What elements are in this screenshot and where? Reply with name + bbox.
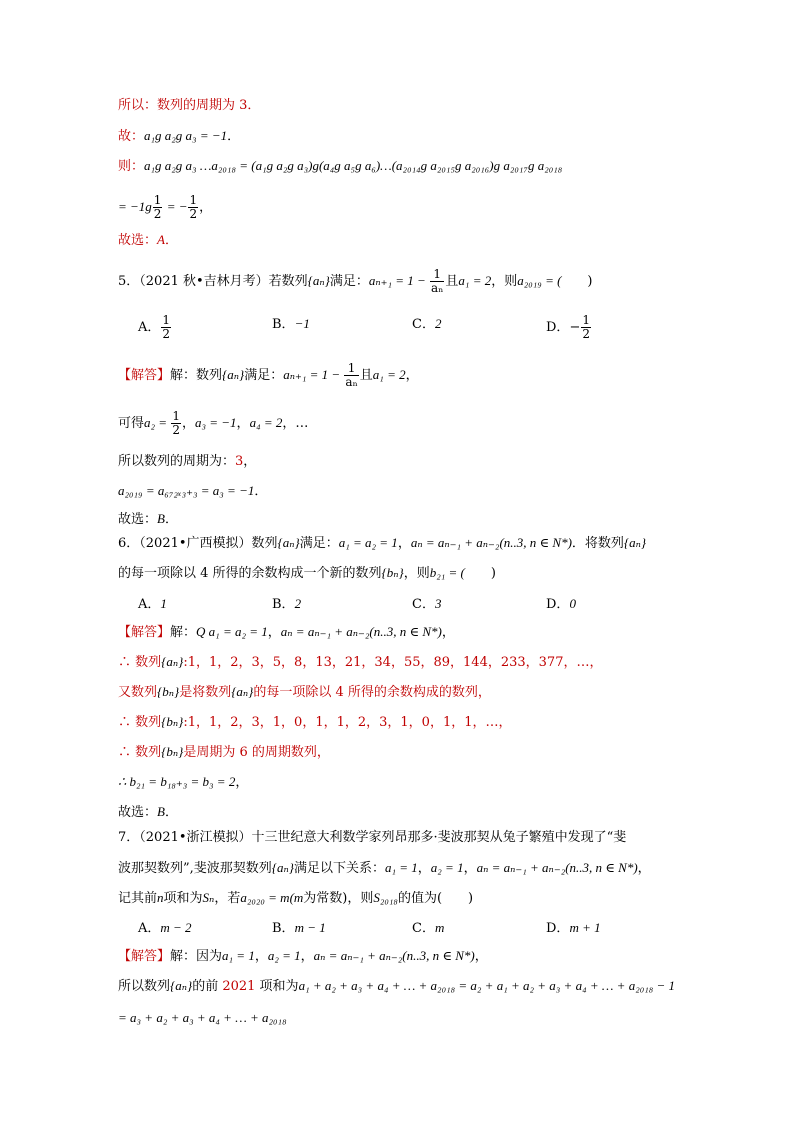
option-label: C．: [412, 597, 435, 612]
text-segment: ，…: [282, 416, 309, 431]
option-label: B．: [272, 597, 295, 612]
fraction: $\frac{1}{2}$: [172, 409, 180, 437]
option-value: 1: [160, 596, 167, 611]
math-expression: ∴ b₂₁ = b₁₈₊₃ = b₃ = 2: [118, 774, 236, 789]
text-segment: ，: [463, 861, 477, 876]
option-value: m: [434, 920, 445, 935]
text-line-a7-2: [118, 976, 675, 997]
text-segment: ．: [247, 98, 261, 113]
text-segment: 满足：: [244, 368, 284, 383]
text-line-q6-1: [118, 533, 646, 554]
option-value: −1: [294, 316, 310, 331]
math-expression: a₁g a₂g a₃ …a₂₀₁₈ = (a₁g a₂g a₃)g(a₄g a₅g a₆)…(a₂₀₁₄g a₂₀₁₅g a₂₀₁₆)g a₂₀₁₇g a₂₀₁₈: [144, 158, 563, 173]
math-expression: a₁ = 2: [458, 273, 492, 288]
text-segment: 满足：: [299, 536, 339, 551]
math-expression: {bₙ}: [381, 565, 404, 580]
text-segment: 的每一项除以 4 所得的余数构成一个新的数列: [118, 566, 382, 581]
math-expression: = −: [163, 199, 188, 214]
text-line-a5-1: [118, 362, 419, 389]
math-expression: {aₙ}: [271, 860, 294, 875]
option-label: D．: [546, 921, 570, 936]
text-segment: ，: [474, 949, 488, 964]
option-label: B．: [272, 921, 295, 936]
option-q7-a: [138, 918, 192, 939]
text-segment: ，: [243, 454, 257, 469]
text-segment: ): [442, 891, 474, 906]
option-label: C．: [412, 317, 435, 332]
text-segment: 所以数列的周期为：: [118, 454, 236, 469]
option-q6-a: [138, 594, 167, 615]
text-segment: 波那契数列”,斐波那契数列: [118, 861, 272, 876]
text-line-q7-1: [118, 828, 626, 848]
math-expression: a₂₀₁₉ = a₆₇₂ₓ₃₊₃ = a₃ = −1: [118, 483, 255, 498]
option-label: A．: [138, 597, 161, 612]
text-segment: 故选：: [118, 512, 158, 527]
math-expression: a₃ = −1: [194, 415, 237, 430]
math-expression: = a₃ + a₂ + a₃ + a₄ + … + a₂₀₁₈: [118, 1010, 287, 1025]
text-segment: :1，1，2，3，5，8，13，21，34，55，89，144，233，377，…，: [183, 655, 603, 670]
text-segment: 项和为: [163, 891, 203, 906]
text-segment: 且: [445, 274, 459, 289]
text-segment: 故选：: [118, 805, 158, 820]
fraction: $\frac{1}{\text{aₙ}}$: [431, 267, 444, 295]
math-expression: {bₙ}: [161, 744, 184, 759]
text-segment: 解：因为: [170, 949, 223, 964]
text-line-a7-3: [118, 1008, 287, 1029]
option-value: 3: [434, 596, 442, 611]
option-q5-d: [546, 314, 592, 341]
text-segment: ∴ 数列: [118, 715, 162, 730]
math-expression: a₁ + a₂ + a₃ + a₄ + … + a₂₀₁₈ = a₂ + a₁ + a₂ + a₃ + a₄ + … + a₂₀₁₈ − 1: [298, 978, 676, 993]
math-expression: a₁ = 1: [384, 860, 418, 875]
math-expression: aₙ = aₙ₋₁ + aₙ₋₂(n..3, n ∈ N*): [280, 624, 442, 639]
text-segment: ，: [405, 368, 419, 383]
text-segment: 的值为(: [397, 891, 443, 906]
text-line-l4: [118, 194, 212, 221]
text-line-a5-3: [118, 452, 256, 472]
text-segment: 2021: [222, 979, 256, 994]
text-line-q5: [118, 268, 593, 295]
text-line-q7-2: [118, 858, 651, 879]
text-line-a7-1: [118, 946, 488, 967]
math-expression: aₙ₊₁ = 1 −: [368, 273, 430, 288]
math-expression: aₙ = aₙ₋₁ + aₙ₋₂(n..3, n ∈ N*): [476, 860, 638, 875]
text-segment: 所以数列: [118, 979, 171, 994]
text-segment: ，: [181, 416, 195, 431]
text-segment: ，若: [214, 891, 241, 906]
text-segment: 3: [235, 454, 244, 469]
option-q6-c: [412, 594, 441, 615]
option-label: D．: [546, 597, 570, 612]
math-expression: a₄ = 2: [249, 415, 283, 430]
math-expression: {aₙ}: [231, 684, 254, 699]
option-fraction: − $\frac{1}{2}$: [569, 313, 590, 341]
option-q7-b: [272, 918, 326, 939]
math-expression: a₁ = a₂ = 1: [338, 535, 398, 550]
math-expression: {aₙ}: [170, 978, 193, 993]
math-expression: {aₙ}: [277, 535, 300, 550]
text-line-a6-4: [118, 712, 512, 733]
math-expression: aₙ = aₙ₋₁ + aₙ₋₂(n..3, n ∈ N*): [410, 535, 572, 550]
text-segment: ，: [254, 949, 268, 964]
math-expression: = −1g: [118, 199, 152, 214]
text-segment: 5．（2021 秋•吉林月考）若数列: [118, 274, 308, 289]
text-segment: ．: [164, 512, 178, 527]
text-line-l1: [118, 96, 260, 116]
text-segment: 【解答】: [118, 625, 171, 640]
text-segment: 所以：数列的周期为: [118, 98, 240, 113]
text-line-a6-2: [118, 652, 602, 673]
fraction: $\frac{1}{2}$: [153, 193, 162, 221]
math-expression: b₂₁ = (: [429, 565, 465, 580]
option-label: B．: [272, 317, 295, 332]
text-segment: 又数列: [118, 685, 158, 700]
text-line-a5-4: [118, 481, 267, 502]
text-segment: 记其前: [118, 891, 158, 906]
option-value: 0: [569, 596, 576, 611]
text-line-a5-5: [118, 509, 178, 530]
option-label: D．: [546, 320, 570, 335]
text-segment: 且: [359, 368, 373, 383]
text-segment: ，: [300, 949, 314, 964]
math-expression: a₁ = 1: [222, 948, 255, 963]
text-segment: A: [157, 232, 165, 247]
text-segment: ，: [236, 416, 250, 431]
math-expression: a₂₀₂₀ = m(m: [240, 890, 304, 905]
option-fraction: $\frac{1}{2}$: [162, 313, 171, 341]
text-segment: ，: [397, 536, 411, 551]
option-value: 2: [294, 596, 302, 611]
math-expression: a₂ = 1: [430, 860, 464, 875]
text-segment: ，: [235, 775, 249, 790]
text-segment: 故：: [118, 129, 145, 144]
text-segment: ): [464, 566, 496, 581]
option-value: m − 1: [294, 920, 326, 935]
option-q5-c: [412, 314, 441, 335]
text-line-a6-5: [118, 742, 330, 763]
text-segment: 项和为: [255, 979, 299, 994]
text-segment: ，: [267, 625, 281, 640]
math-expression: S₂₀₁₈: [373, 890, 398, 905]
text-segment: ，: [441, 625, 455, 640]
option-value: 2: [434, 316, 442, 331]
option-label: A．: [138, 320, 161, 335]
text-segment: 【解答】: [118, 368, 171, 383]
option-label: C．: [412, 921, 435, 936]
text-line-a6-1: [118, 622, 455, 643]
math-expression: Q a₁ = a₂ = 1: [196, 624, 268, 639]
text-line-l3: [118, 156, 562, 177]
text-segment: 【解答】: [118, 949, 171, 964]
math-expression: aₙ₊₁ = 1 −: [283, 367, 344, 382]
math-expression: Sₙ: [202, 890, 215, 905]
text-segment: ．: [227, 129, 241, 144]
math-expression: a₂ =: [144, 415, 171, 430]
math-expression: a₂₀₁₉ = (: [517, 273, 562, 288]
option-q7-c: [412, 918, 444, 939]
text-line-q7-3: [118, 888, 473, 909]
text-segment: ): [561, 274, 593, 289]
option-q6-b: [272, 594, 301, 615]
option-label: A．: [138, 921, 161, 936]
option-value: m − 2: [160, 920, 192, 935]
text-segment: ．: [254, 484, 268, 499]
math-expression: a₂ = 1: [267, 948, 301, 963]
text-segment: ，则: [491, 274, 518, 289]
text-segment: 则：: [118, 159, 145, 174]
text-segment: ．: [164, 805, 178, 820]
text-segment: 解：数列: [170, 368, 223, 383]
text-segment: :1，1，2，3，1，0，1，1，2，3，1，0，1，1，…，: [183, 715, 512, 730]
math-expression: aₙ = aₙ₋₁ + aₙ₋₂(n..3, n ∈ N*): [313, 948, 475, 963]
text-segment: 3: [239, 98, 248, 113]
text-segment: ∴ 数列: [118, 745, 162, 760]
option-q7-d: [546, 918, 601, 939]
text-segment: B: [157, 511, 165, 526]
text-segment: ，: [199, 200, 213, 215]
text-segment: 的每一项除以 4 所得的余数构成的数列，: [253, 685, 491, 700]
text-segment: 7．（2021•浙江模拟）十三世纪意大利数学家列昂那多·斐波那契从兔子繁殖中发现了“斐: [118, 830, 627, 845]
math-expression: {bₙ}: [161, 714, 184, 729]
text-segment: ，: [417, 861, 431, 876]
text-segment: B: [157, 804, 165, 819]
text-segment: 可得: [118, 416, 145, 431]
text-segment: ∴ 数列: [118, 655, 162, 670]
fraction: $\frac{1}{\text{aₙ}}$: [345, 361, 358, 389]
text-segment: 为常数)，则: [303, 891, 374, 906]
text-segment: 解：: [170, 625, 197, 640]
text-segment: ，则: [403, 566, 430, 581]
text-segment: 满足：: [329, 274, 369, 289]
text-segment: 是周期为 6 的周期数列，: [183, 745, 330, 760]
text-line-q6-2: [118, 563, 496, 584]
text-line-a6-6: [118, 772, 248, 793]
text-line-l2: [118, 126, 240, 147]
math-expression: {aₙ}: [161, 654, 184, 669]
math-expression: {aₙ}: [623, 535, 647, 550]
text-line-a5-2: [118, 410, 308, 437]
text-segment: ．将数列: [571, 536, 624, 551]
math-expression: {aₙ}: [222, 367, 245, 382]
text-segment: 是将数列: [179, 685, 232, 700]
text-segment: ，: [637, 861, 651, 876]
text-line-a6-3: [118, 682, 491, 703]
text-line-l5: [118, 230, 178, 251]
math-expression: a₁g a₂g a₃ = −1: [144, 128, 228, 143]
option-q5-a: [138, 314, 172, 341]
option-q5-b: [272, 314, 310, 335]
text-segment: 故选：: [118, 233, 158, 248]
text-line-a6-7: [118, 802, 178, 823]
fraction: $\frac{1}{2}$: [189, 193, 198, 221]
text-segment: 6．（2021•广西模拟）数列: [118, 536, 278, 551]
text-segment: 满足以下关系：: [293, 861, 385, 876]
option-q6-d: [546, 594, 576, 615]
text-segment: 的前: [192, 979, 223, 994]
math-expression: {aₙ}: [307, 273, 330, 288]
math-expression: a₁ = 2: [372, 367, 406, 382]
text-segment: n: [157, 890, 164, 905]
option-value: m + 1: [569, 920, 601, 935]
math-expression: {bₙ}: [157, 684, 180, 699]
text-segment: ．: [164, 233, 178, 248]
